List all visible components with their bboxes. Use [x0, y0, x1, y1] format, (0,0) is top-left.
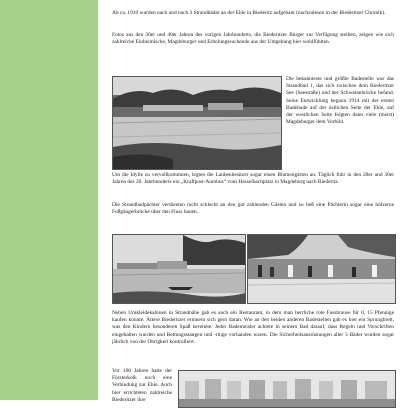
paragraph-facilities: Neben Umkleidekabinen in Strandnähe gab es auch ein Restaurant, in dem man herrliche rote Fassbrause für 0, 15 Pfennige kaufen konnte. Ältere Biederitzer erinnern sich gern daran. Wie an den beiden anderen Badestellen gab es hier ein Sprungbrett, was den Kindern besonderen Spaß bereitete. Jeder Bademeister achtete in seinem Bad darauf, dass Regeln und Vorschriften eingehalten wurden und Rettungsstangen und -ringe vorhanden waren. Die Sicherheitsausrüstungen aller 3 Bäder wurden sogar jährlich von der Obrigkeit kontrolliert. — [112, 310, 394, 345]
green-sidebar — [0, 0, 98, 400]
photo-bathers-on-beach — [247, 234, 396, 304]
paragraph-idyll: Um die Idylle zu vervollkommnen, legten die Laubenbesitzer sogar einen Blumengarten an. Täglich fuhr in den 20er und 30er Jahren des 20. Jahrhunderts ein „Kraftpost-Autobus“ vom Hasselbachplatz in Magdeburg nach Biederitz. — [112, 172, 394, 186]
photo-river-with-boat — [112, 234, 246, 304]
paragraph-foersterkolk: Vor 100 Jahren hatte der Försterkolk noch eine Verbindung zur Ehle. Auch hier errichteten zahlreiche Biederitzer ihre — [112, 368, 172, 403]
paragraph-bridge: Die Strandbadpächter verdienten nicht schlecht an den gut zahlenden Gästen und so ließ eine Pächterin sogar eine hölzerne Fußgängerbrücke über den Fluss bauen. — [112, 202, 394, 216]
paragraph-photos: Fotos aus den 30er und 40er Jahren des vorigen Jahrhunderts, die Biederitzer Bürger zur Verfügung stellten, zeigen wie sich zahlreiche Einheimische, Magdeburger und Erholungssuchende aus der Umgebung hier wohlfühlten. — [112, 32, 394, 46]
paragraph-strandbad-1: Die bekannteste und größte Badestelle war das Strandbad 1, das sich zwischen dem Biederitzer See (Seestraße) und der Schweinebrücke befand. Seine Entwicklung begann 1914 mit der ersten Badebude auf der östlichen Seite der Ehle, auf der westlichen Seite folgten dann viele (meist) Magdeburger dem Vorbild. — [286, 76, 394, 126]
photo-river-bathing-area — [112, 76, 282, 170]
photo-row-of-cabins — [178, 370, 396, 408]
paragraph-intro: Ab ca. 1910 wurden nach und nach 3 Strandbäder an der Ehle in Biederitz aufgebaut (nachzulesen in der Biederitzer Chronik). — [112, 10, 386, 16]
page-content — [112, 0, 394, 403]
